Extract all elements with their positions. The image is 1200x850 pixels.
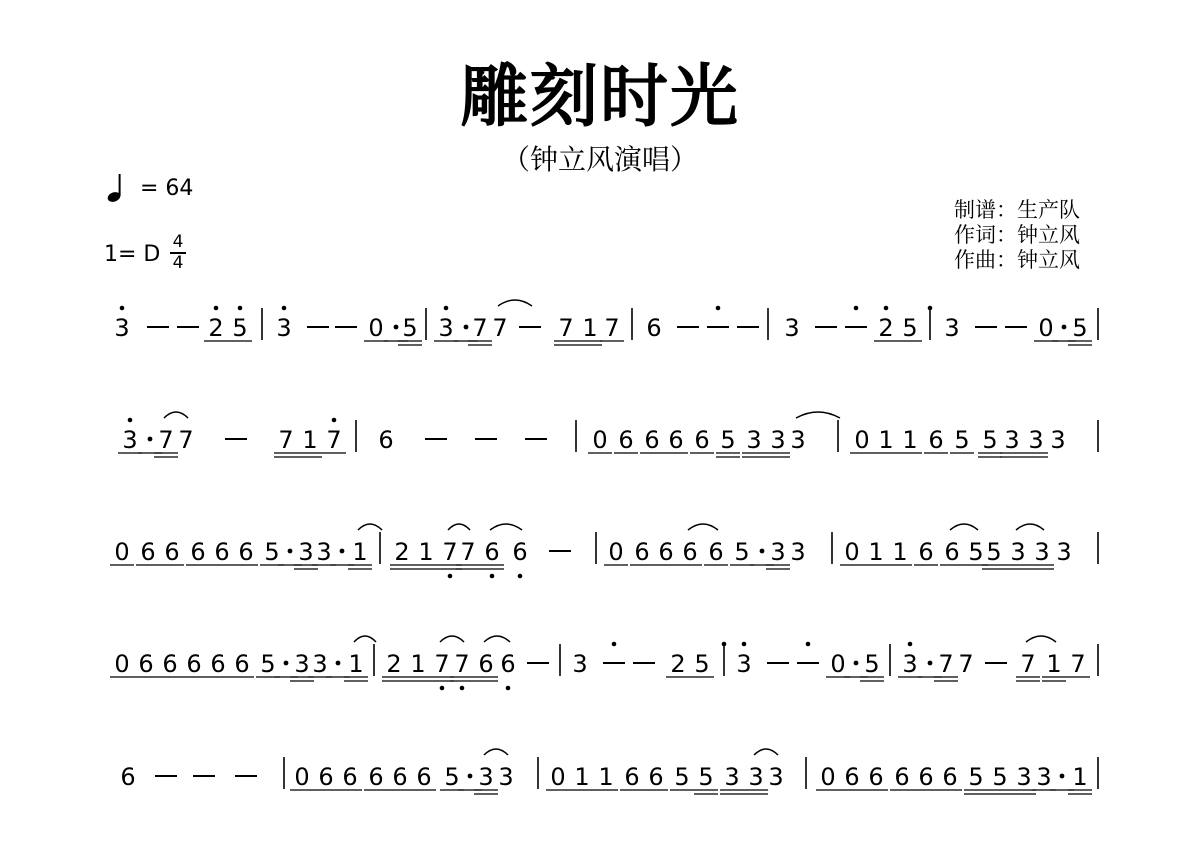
tie-arc (484, 636, 510, 642)
note-digit: 0 (820, 763, 836, 791)
time-signature-bottom: 4 (172, 252, 184, 273)
note-digit: 1 (302, 426, 318, 454)
note-digit: 3 (572, 650, 588, 678)
note-digit: 3 (768, 763, 784, 791)
note-digit: 5 (954, 426, 970, 454)
tie-arc (448, 524, 470, 530)
note-digit: 7 (492, 314, 508, 342)
note-digit: 3 (736, 650, 752, 678)
score-line-2 (118, 412, 1098, 457)
octave-dot-low (460, 686, 465, 691)
note-digit: 7 (326, 426, 342, 454)
note-digit: 6 (658, 538, 674, 566)
octave-dot-high (282, 306, 287, 311)
octave-dot-high (612, 642, 617, 647)
note-digit: 3 (498, 763, 514, 791)
note-digit: 5 (968, 763, 984, 791)
note-digit: 6 (210, 650, 226, 678)
note-digit: 7 (604, 314, 620, 342)
augmentation-dot (340, 549, 345, 554)
score-line-5 (120, 749, 1098, 794)
note-digit: 1 (348, 650, 364, 678)
note-digit: 7 (1070, 650, 1086, 678)
note-digit: 6 (392, 763, 408, 791)
note-digit: 5 (232, 314, 248, 342)
note-digit: 5 (674, 763, 690, 791)
note-digit: 6 (646, 314, 662, 342)
note-digit: 6 (918, 763, 934, 791)
note-digit: 7 (558, 314, 574, 342)
note-digit: 5 (444, 763, 460, 791)
note-digit: 6 (944, 538, 960, 566)
octave-dot-high (444, 306, 449, 311)
note-digit: 3 (724, 763, 740, 791)
note-digit: 6 (918, 538, 934, 566)
note-digit: 7 (472, 314, 488, 342)
note-digit: 6 (868, 763, 884, 791)
note-digit: 7 (278, 426, 294, 454)
note-digit: 6 (668, 426, 684, 454)
note-digit: 6 (844, 763, 860, 791)
tie-arc (484, 749, 508, 755)
score-line-4 (110, 636, 1098, 690)
note-digit: 3 (1036, 763, 1052, 791)
note-digit: 3 (1034, 538, 1050, 566)
note-digit: 6 (378, 426, 394, 454)
octave-dot-high (214, 306, 219, 311)
note-digit: 7 (442, 538, 458, 566)
augmentation-dot (284, 661, 289, 666)
note-digit: 3 (748, 763, 764, 791)
note-digit: 1 (582, 314, 598, 342)
note-digit: 6 (512, 538, 528, 566)
octave-dot-high (884, 306, 889, 311)
note-digit: 1 (598, 763, 614, 791)
note-digit: 1 (1046, 650, 1062, 678)
octave-dot-high (854, 306, 859, 311)
octave-dot-high (332, 418, 337, 423)
note-digit: 2 (878, 314, 894, 342)
augmentation-dot (394, 325, 399, 330)
note-digit: 0 (294, 763, 310, 791)
note-digit: 6 (416, 763, 432, 791)
note-digit: 3 (478, 763, 494, 791)
note-digit: 6 (500, 650, 516, 678)
note-digit: 3 (316, 538, 332, 566)
note-digit: 6 (648, 763, 664, 791)
note-digit: 3 (784, 314, 800, 342)
octave-dot-high (716, 306, 721, 311)
note-digit: 2 (208, 314, 224, 342)
note-digit: 6 (164, 538, 180, 566)
note-digit: 3 (294, 650, 310, 678)
note-digit: 5 (698, 763, 714, 791)
note-digit: 5 (968, 538, 984, 566)
note-digit: 3 (114, 314, 130, 342)
augmentation-dot (1062, 325, 1067, 330)
note-digit: 3 (944, 314, 960, 342)
note-digit: 5 (982, 426, 998, 454)
octave-dot-low (490, 574, 495, 579)
note-digit: 7 (158, 426, 174, 454)
note-digit: 3 (1056, 538, 1072, 566)
note-digit: 0 (550, 763, 566, 791)
note-digit: 5 (902, 314, 918, 342)
note-digit: 1 (410, 650, 426, 678)
octave-dot-high (120, 306, 125, 311)
note-digit: 3 (1028, 426, 1044, 454)
note-digit: 6 (682, 538, 698, 566)
time-signature-top: 4 (172, 232, 184, 252)
note-digit: 0 (608, 538, 624, 566)
note-digit: 5 (402, 314, 418, 342)
note-digit: 7 (1020, 650, 1036, 678)
tie-arc (950, 524, 978, 530)
tie-arc (498, 300, 532, 306)
notes-layer (110, 300, 1098, 794)
note-digit: 6 (644, 426, 660, 454)
note-digit: 3 (438, 314, 454, 342)
note-digit: 6 (708, 538, 724, 566)
note-digit: 5 (734, 538, 750, 566)
note-digit: 0 (368, 314, 384, 342)
augmentation-dot (288, 549, 293, 554)
note-digit: 1 (574, 763, 590, 791)
note-digit: 3 (1010, 538, 1026, 566)
score-line-1 (114, 300, 1098, 345)
note-digit: 6 (484, 538, 500, 566)
augmentation-dot (928, 661, 933, 666)
octave-dot-high (908, 642, 913, 647)
credit-lyrics: 作词：钟立风 (954, 223, 1080, 247)
note-digit: 3 (770, 538, 786, 566)
note-digit: 7 (958, 650, 974, 678)
note-digit: 7 (454, 650, 470, 678)
note-digit: 6 (694, 426, 710, 454)
note-digit: 6 (234, 650, 250, 678)
note-digit: 6 (942, 763, 958, 791)
note-digit: 3 (298, 538, 314, 566)
tempo-value: = 64 (140, 176, 194, 201)
note-digit: 7 (460, 538, 476, 566)
note-digit: 2 (394, 538, 410, 566)
note-digit: 7 (178, 426, 194, 454)
octave-dot-low (448, 574, 453, 579)
note-digit: 6 (894, 763, 910, 791)
augmentation-dot (464, 325, 469, 330)
note-digit: 0 (854, 426, 870, 454)
octave-dot-high (128, 418, 133, 423)
note-digit: 1 (878, 426, 894, 454)
note-digit: 3 (122, 426, 138, 454)
augmentation-dot (854, 661, 859, 666)
note-digit: 0 (830, 650, 846, 678)
note-digit: 1 (892, 538, 908, 566)
note-digit: 6 (214, 538, 230, 566)
octave-dot-low (440, 686, 445, 691)
note-digit: 5 (694, 650, 710, 678)
note-digit: 6 (238, 538, 254, 566)
octave-dot-high (806, 642, 811, 647)
augmentation-dot (148, 437, 153, 442)
note-digit: 2 (670, 650, 686, 678)
tie-arc (490, 524, 522, 530)
note-digit: 3 (746, 426, 762, 454)
note-digit: 5 (992, 763, 1008, 791)
note-digit: 5 (260, 650, 276, 678)
augmentation-dot (1060, 774, 1065, 779)
note-digit: 6 (928, 426, 944, 454)
note-digit: 1 (352, 538, 368, 566)
note-digit: 3 (276, 314, 292, 342)
tie-arc (754, 749, 778, 755)
credit-notation: 制谱：生产队 (954, 198, 1080, 222)
note-digit: 3 (770, 426, 786, 454)
tie-arc (796, 412, 840, 418)
note-digit: 6 (120, 763, 136, 791)
note-digit: 3 (1016, 763, 1032, 791)
tie-arc (1026, 636, 1056, 642)
note-digit: 5 (264, 538, 280, 566)
note-digit: 3 (790, 426, 806, 454)
score-line-3 (110, 524, 1098, 578)
note-digit: 6 (368, 763, 384, 791)
tie-arc (354, 636, 376, 642)
note-digit: 6 (634, 538, 650, 566)
note-digit: 6 (162, 650, 178, 678)
note-digit: 6 (618, 426, 634, 454)
tie-arc (1016, 524, 1044, 530)
octave-dot-high (722, 642, 727, 647)
augmentation-dot (760, 549, 765, 554)
tie-arc (688, 524, 718, 530)
note-digit: 6 (190, 538, 206, 566)
octave-dot-high (238, 306, 243, 311)
note-digit: 7 (938, 650, 954, 678)
note-digit: 6 (186, 650, 202, 678)
note-digit: 3 (1004, 426, 1020, 454)
note-digit: 6 (342, 763, 358, 791)
note-digit: 3 (312, 650, 328, 678)
note-digit: 0 (114, 538, 130, 566)
note-digit: 6 (478, 650, 494, 678)
note-digit: 5 (720, 426, 736, 454)
performer-subtitle: （钟立风演唱） (501, 143, 698, 176)
augmentation-dot (468, 774, 473, 779)
note-digit: 6 (318, 763, 334, 791)
credit-composer: 作曲：钟立风 (954, 248, 1080, 272)
note-digit: 1 (868, 538, 884, 566)
octave-dot-low (518, 574, 523, 579)
note-digit: 1 (1072, 763, 1088, 791)
note-digit: 7 (434, 650, 450, 678)
note-digit: 6 (140, 538, 156, 566)
note-digit: 3 (790, 538, 806, 566)
note-digit: 0 (844, 538, 860, 566)
tie-arc (164, 412, 188, 418)
note-digit: 5 (1072, 314, 1088, 342)
note-digit: 3 (902, 650, 918, 678)
note-digit: 5 (986, 538, 1002, 566)
tie-arc (440, 636, 464, 642)
key-signature: 1= D (104, 242, 161, 267)
note-digit: 1 (418, 538, 434, 566)
note-digit: 0 (592, 426, 608, 454)
note-digit: 5 (864, 650, 880, 678)
note-digit: 6 (138, 650, 154, 678)
note-digit: 0 (1038, 314, 1054, 342)
note-digit: 0 (114, 650, 130, 678)
note-digit: 3 (1050, 426, 1066, 454)
augmentation-dot (336, 661, 341, 666)
note-digit: 1 (902, 426, 918, 454)
note-digit: 2 (386, 650, 402, 678)
song-title: 雕刻时光 (459, 58, 740, 137)
octave-dot-low (506, 686, 511, 691)
note-digit: 6 (624, 763, 640, 791)
tie-arc (358, 524, 382, 530)
octave-dot-high (742, 642, 747, 647)
octave-dot-high (928, 306, 933, 311)
